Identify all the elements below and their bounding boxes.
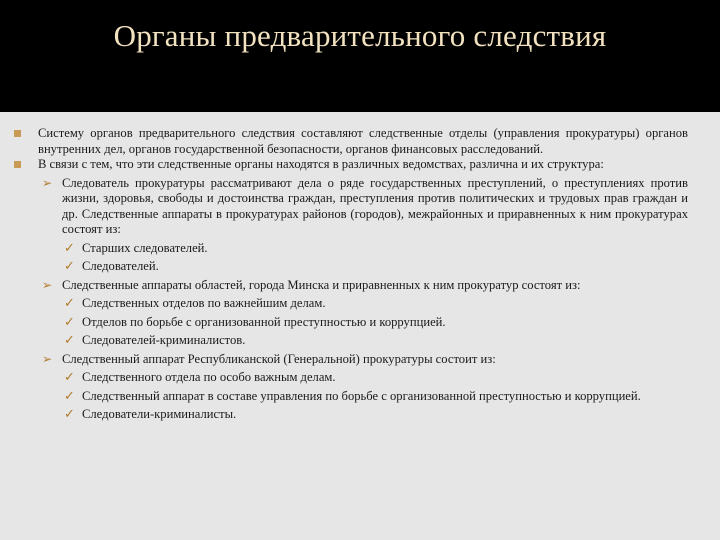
- list-item-text: Следователей.: [82, 259, 159, 273]
- title-bar: [0, 0, 720, 112]
- sub-item-2-text: Следственные аппараты областей, города Минска и приравненных к ним прокуратур состоят из:: [62, 277, 581, 292]
- sub-item-1: [14, 176, 688, 238]
- paragraph-1: [14, 126, 688, 157]
- check-bullet-icon: ✓: [64, 239, 75, 255]
- list-item: [14, 333, 688, 349]
- check-bullet-icon: ✓: [64, 369, 75, 384]
- list-item: [14, 259, 688, 275]
- square-bullet-icon: [14, 161, 21, 168]
- list-item-text: Следователей-криминалистов.: [82, 333, 246, 347]
- list-item: [14, 241, 688, 257]
- list-item: [14, 296, 688, 312]
- paragraph-1-text: Систему органов предварительного следствия составляют следственные отделы (управления прокуратуры) органов внутренних дел, органов государственной безопасности, органов финансовых расследований.: [38, 126, 688, 156]
- sub-item-3: [14, 352, 688, 368]
- arrow-bullet-icon: ➢: [42, 351, 53, 366]
- list-item: [14, 407, 688, 423]
- square-bullet-icon: [14, 130, 21, 137]
- list-item-text: Следственных отделов по важнейшим делам.: [82, 296, 326, 310]
- list-item: [14, 370, 688, 386]
- list-item-text: Следственного отдела по особо важным делам.: [82, 370, 336, 384]
- sub-item-2: [14, 278, 688, 294]
- check-bullet-icon: ✓: [64, 332, 75, 347]
- sub-item-3-text: Следственный аппарат Республиканской (Генеральной) прокуратуры состоит из:: [62, 351, 496, 366]
- slide-body: [14, 126, 688, 423]
- list-item-text: Следственный аппарат в составе управления по борьбе с организованной преступностью и коррупцией.: [82, 388, 641, 403]
- check-bullet-icon: ✓: [64, 295, 75, 310]
- paragraph-2: [14, 157, 688, 173]
- paragraph-2-text: В связи с тем, что эти следственные органы находятся в различных ведомствах, различна и их структура:: [38, 157, 604, 171]
- list-item: [14, 315, 688, 331]
- check-bullet-icon: ✓: [64, 387, 75, 403]
- arrow-bullet-icon: ➢: [42, 277, 53, 292]
- list-item: [14, 389, 688, 405]
- check-bullet-icon: ✓: [64, 406, 75, 421]
- list-item-text: Следователи-криминалисты.: [82, 407, 237, 421]
- arrow-bullet-icon: ➢: [42, 175, 53, 190]
- check-bullet-icon: ✓: [64, 258, 75, 273]
- list-item-text: Старших следователей.: [82, 240, 208, 255]
- check-bullet-icon: ✓: [64, 313, 75, 329]
- slide-title: Органы предварительного следствия: [113, 18, 607, 53]
- sub-item-1-text: Следователь прокуратуры рассматривают дела о ряде государственных преступлений, о преступлениях против жизни, здоровья, свободы и достоинства граждан, преступления против политических и трудовых прав граждан и др. Следственные аппараты в прокуратурах районов (городов), межрайонных и приравненных к ним прокуратурах состоят из:: [62, 175, 688, 236]
- list-item-text: Отделов по борьбе с организованной преступностью и коррупцией.: [82, 314, 446, 329]
